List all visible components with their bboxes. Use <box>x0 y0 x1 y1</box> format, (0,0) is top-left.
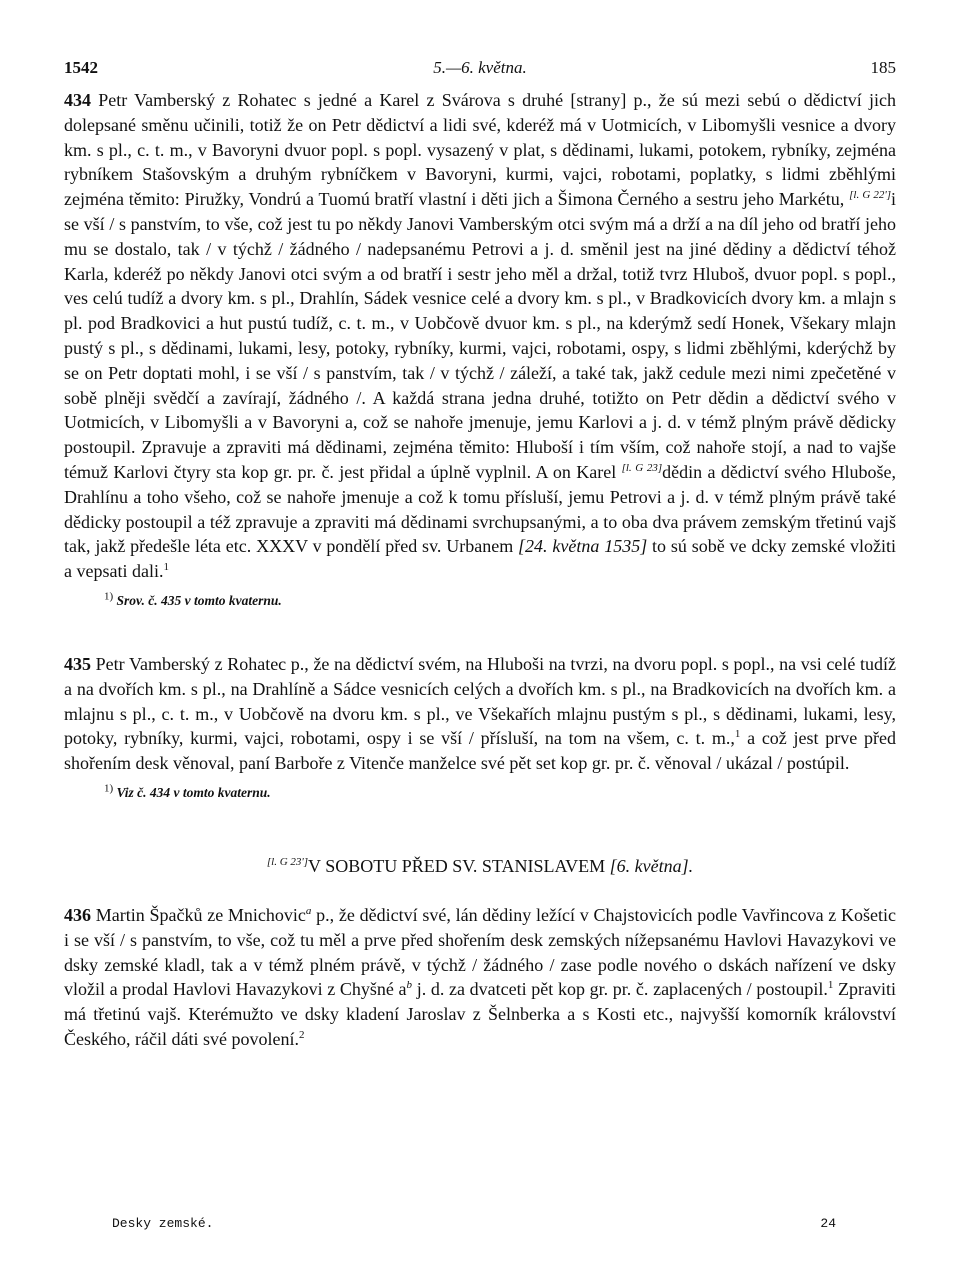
date-reference: [24. května 1535] <box>518 536 648 557</box>
footnote <box>104 592 896 610</box>
footnote-mark: 1 <box>827 979 834 992</box>
folio-marker: [l. G 23] <box>621 461 663 474</box>
page <box>64 58 896 1052</box>
entry-text: Martin Špačků ze Mnichovic <box>95 904 306 925</box>
entry-text: to sú sobě ve dcky zemské vložiti a vepsati dali. <box>64 536 897 582</box>
footnote-mark: 2 <box>298 1028 305 1041</box>
page-number: 185 <box>870 58 896 77</box>
header-date: 5.—6. května. <box>433 58 527 77</box>
entry-text: j. d. za dvatceti pět kop gr. pr. č. zaplacených / postoupil. <box>416 979 828 1000</box>
entry-text: a což jest prve před shořením desk věnoval, paní Barboře z Vitenče manželce své pět set kop gr. pr. č. věnoval / ukázal / postúpil. <box>64 728 897 774</box>
footnote-mark: 1 <box>163 561 169 574</box>
footnote-text: Srov. č. 435 v tomto kvaternu. <box>116 592 282 608</box>
entry-text: p., že dědictví své, lán dědiny ležící v Chajstovicích podle Vavřincova z Košetic i se vší / s panstvím, to vše, což tu měl a prve před shořením desk zemských nížepsanému Havlovi Havazykovi ve dsky zemské kladl, tak a v témž plném právě, v týchž / žádného / zase podle nového o dskách nařízení ve dsky vložil a prodal Havlovi Havazykovi z Chyšné a <box>64 904 897 1000</box>
section-date: [6. května]. <box>609 855 694 876</box>
footnote <box>104 784 896 802</box>
entry-text: dědin a dědictví svého Hluboše, Drahlínu a toho všeho, což se nahoře jmenuje a což k tomu přísluší, jemu Petrovi a j. d. v témž plným právě také dědicky postoupil a též zpravuje a zpraviti má dědinami svrchupsanými, a to oba dva právem zemským třetinú vajš tak, jakž předešle léta etc. XXXV v pondělí před sv. Urbanem <box>64 461 897 557</box>
entry-436 <box>64 903 896 1052</box>
footer-signature: Desky zemské. <box>112 1216 214 1231</box>
footnote-mark: 1) <box>104 782 114 795</box>
footer-sheet-number: 24 <box>820 1216 836 1231</box>
entry-number: 436 <box>64 904 91 925</box>
section-title: V SOBOTU PŘED SV. STANISLAVEM <box>308 855 606 876</box>
entry-434 <box>64 88 896 584</box>
entry-text: Petr Vamberský z Rohatec s jedné a Karel z Svárova s druhé [strany] p., že sú mezi sebú o dědictví jich dolepsané směnu učinili, totiž že on Petr dědictví a lidi své, kderéž má v Uotmicích, v Libomyšli vesnice a dvory km. s pl., c. t. m., v Bavoryni dvuor popl. s popl. vysazený v plat, s dědinami, lukami, potokem, rybníky, zejména rybníkem Stašovským a druhým rybníčkem v Bavoryni, kurmi, vajci, robotami, poplatky, s lidmi zběhlými zejména těmito: Piružky, Vondrú a Tuomú bratří vlastní i děti jich a Šimona Černého a sestru jeho Markétu, <box>64 90 896 210</box>
entry-text: Petr Vamberský z Rohatec p., že na dědictví svém, na Hluboši na tvrzi, na dvoru popl. s popl., na vsi celé tudíž a na dvořích km. s pl., na Drahlíně a Sádce vesnicích celých a dvořích km. s pl., na Bradkovicích na dvořích km. a mlajnu s pl., c. t. m., v Uobčově na dvoru km. s pl., ve Všekařích mlajnu pustým s pl., s dědinami, lukami, lesy, potoky, rybníky, kurmi, vajci, robotami, ospy i se vší / přísluší, na tom na všem, c. t. m., <box>64 653 896 749</box>
running-header <box>64 58 896 88</box>
footnote-mark: 1 <box>734 728 741 741</box>
entry-number: 435 <box>64 653 91 674</box>
folio-marker: [l. G 22'] <box>849 189 891 202</box>
header-year: 1542 <box>64 58 98 77</box>
entry-number: 434 <box>64 90 91 110</box>
entry-435 <box>64 652 896 776</box>
footnote-mark: 1) <box>104 590 114 603</box>
entry-text: Zpraviti má třetinú vajš. Kterémužto ve dsky kladení Jaroslav z Šelnberka a s Kosti etc., najvyšší komorník království Českého, ráčil dáti své povolení. <box>64 979 897 1049</box>
section-heading <box>64 856 896 877</box>
footnote-text: Viz č. 434 v tomto kvaternu. <box>116 784 271 800</box>
variant-mark: b <box>406 979 413 992</box>
folio-marker: [l. G 23'] <box>266 855 309 868</box>
entry-text: i se vší / s panstvím, to vše, což jest tu po někdy Janovi Vamberským otci svým má a drží a na díl jeho od bratří jeho mu se dostalo, tak / v týchž / žádného / nadepsanému Petrovi a j. d. směnil jest na jiné dědiny a dědictví téhož Karla, kderéž po někdy Janovi otci svým a od bratří i sestr jeho měl a držal, totiž tvrz Hluboš, dvuor popl. s popl., ves celú tudíž a dvory km. s pl., Drahlín, Sádek vesnice celé a dvory km. s pl., v Bradkovicích dvory km. a mlajn s pl. pod Bradkovici a hut pustú tudíž, c. t. m., v Uobčově dvuor km. s pl., na kderýmž sedí Honek, Všekary mlajn pustý s pl., s dědinami, lukami, lesy, potoky, rybníky, kurmi, vajci, robotami, ospy, s lidmi zběhlými, kderýchž by se on Petr doptati mohl, i se vší / s panstvím, tak / v týchž / záleží, a také tak, jakž cedule mezi nimi zpečetěné v sobě plněji svědčí a zavírají, žádného /. A každá strana jedna druhé, totižto on Petr dědin a dědictví svého v Uotmicích, v Libomyšli a v Bavoryni a, což se nahoře jmenuje, jemu Karlovi a j. d. v témž plným právě dědicky postoupil. Zpravuje a zpraviti má dědinami, zejména těmito: Hluboší i tím vším, což nahoře stojí, a nad to vajše témuž Karlovi čtyry sta kop gr. pr. č. jest přidal a úplně vyplnil. A on Karel <box>64 189 896 482</box>
variant-mark: a <box>305 904 312 917</box>
